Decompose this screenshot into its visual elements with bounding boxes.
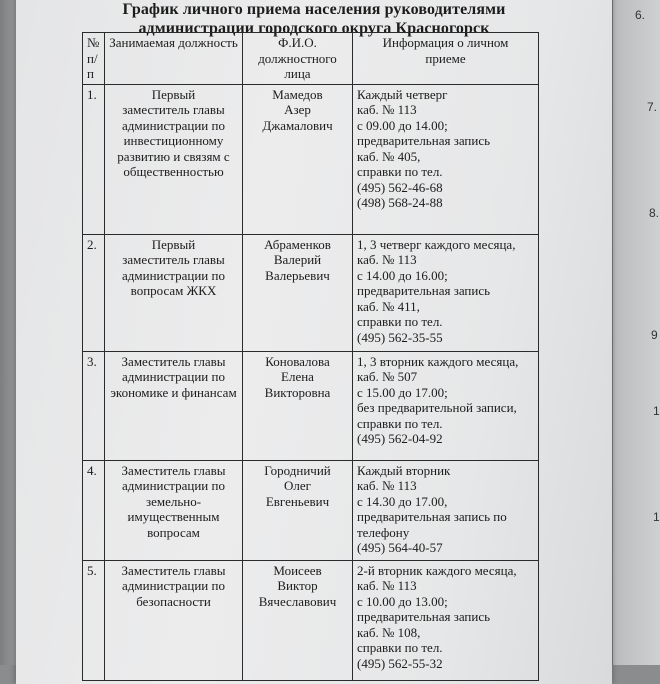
header-name: Ф.И.О. должностного лица	[243, 33, 353, 85]
row-info	[353, 460, 539, 560]
row-position	[105, 84, 243, 234]
row-name-line: Олег	[284, 478, 311, 493]
row-info-line: каб. № 113	[357, 252, 417, 267]
row-name-line: Моисеев	[273, 562, 322, 578]
side-number: 1	[653, 510, 660, 524]
table-row	[83, 84, 539, 234]
row-info-line: 2-й вторник каждого месяца,	[357, 562, 517, 578]
table-row	[83, 351, 539, 460]
header-position: Занимаемая должность	[105, 33, 243, 85]
row-position-line: администрации по	[122, 369, 225, 384]
row-info-line: предварительная запись по	[357, 509, 507, 524]
row-name-line: Мамедов	[272, 86, 323, 102]
row-name-line: Евгеньевич	[265, 493, 330, 509]
schedule-sheet	[16, 0, 612, 684]
row-info-line: без предварительной записи,	[357, 400, 517, 415]
row-number: 4.	[83, 460, 105, 560]
side-number: 6.	[635, 8, 646, 22]
row-info-line: с 14.30 до 17.00,	[357, 493, 448, 509]
row-info-line: Каждый вторник	[357, 462, 451, 478]
header-num: № п/ п	[83, 33, 105, 85]
row-number: 5.	[83, 560, 105, 680]
row-position-line: администрации по	[122, 578, 225, 593]
row-number: 2.	[83, 234, 105, 351]
row-name-line: Городничий	[264, 462, 331, 478]
row-name	[243, 84, 353, 234]
row-info-line: каб. № 113	[357, 578, 417, 593]
row-name-line: Вячеславович	[258, 593, 337, 609]
row-info	[353, 351, 539, 460]
row-info-line: (495) 562-35-55	[357, 329, 443, 345]
row-number: 3.	[83, 351, 105, 460]
row-info-line: справки по тел.	[357, 640, 443, 655]
row-info-line: каб. № 507	[357, 369, 418, 384]
row-position-line: Заместитель главы	[121, 562, 226, 578]
schedule-table	[82, 32, 539, 681]
row-name-line: Коновалова	[265, 353, 330, 369]
row-position-line: инвестиционному	[123, 133, 224, 148]
row-position-line: земельно-	[145, 493, 202, 509]
row-info-line: справки по тел.	[357, 314, 443, 329]
row-info-line: (495) 562-04-92	[357, 431, 443, 446]
row-position-line: развитию и связям с	[117, 148, 230, 164]
row-info-line: каб. № 405,	[357, 148, 421, 164]
row-info-line: (498) 568-24-88	[357, 195, 443, 210]
row-position-line: Заместитель главы	[121, 462, 226, 478]
row-name	[243, 234, 353, 351]
row-info-line: каб. № 113	[357, 102, 417, 117]
header-info: Информация о личном приеме	[353, 33, 539, 85]
row-info-line: 1, 3 четверг каждого месяца,	[357, 236, 516, 252]
row-info-line: справки по тел.	[357, 415, 443, 431]
row-info-line: с 10.00 до 13.00;	[357, 593, 448, 609]
row-name-line: Джамалович	[262, 117, 333, 133]
row-info-line: с 15.00 до 17.00;	[357, 384, 448, 400]
side-number: 8.	[649, 206, 660, 220]
row-info-line: справки по тел.	[357, 164, 443, 179]
row-info-line: с 09.00 до 14.00;	[357, 117, 448, 133]
row-info-line: каб. № 411,	[357, 298, 420, 314]
adjacent-sheet-right	[612, 0, 660, 665]
row-info	[353, 84, 539, 234]
row-info	[353, 234, 539, 351]
row-position-line: вопросам	[147, 524, 200, 540]
row-position-line: Первый	[151, 236, 196, 252]
row-info-line: 1, 3 вторник каждого месяца,	[357, 353, 519, 369]
row-name-line: Виктор	[277, 578, 318, 593]
row-position-line: имущественным	[127, 509, 220, 524]
title-line: График личного приема населения руководителями	[122, 1, 506, 18]
row-info-line: предварительная запись	[357, 283, 491, 298]
row-number: 1.	[83, 84, 105, 234]
row-position-line: администрации по	[122, 478, 225, 493]
row-name-line: Абраменков	[264, 236, 331, 252]
side-number: 9	[651, 328, 658, 342]
row-name-line: Валерий	[273, 252, 322, 267]
row-position	[105, 351, 243, 460]
row-position-line: вопросам ЖКХ	[130, 283, 217, 298]
row-name-line: Елена	[281, 369, 314, 384]
row-position-line: заместитель главы	[122, 252, 225, 267]
table-row	[83, 234, 539, 351]
row-name-line: Валерьевич	[265, 267, 330, 283]
table-row	[83, 560, 539, 680]
table-header-row	[83, 33, 539, 85]
row-position-line: администрации по	[122, 267, 225, 283]
row-name	[243, 460, 353, 560]
row-position-line: безопасности	[136, 593, 211, 609]
title-line: администрации городского округа Красногорск	[138, 20, 490, 37]
row-name-line: Викторовна	[264, 384, 331, 400]
row-info-line: Каждый четверг	[357, 86, 448, 102]
row-info-line: каб. № 113	[357, 478, 417, 493]
row-position	[105, 234, 243, 351]
row-position-line: Заместитель главы	[121, 353, 226, 369]
row-position-line: экономике и финансам	[110, 384, 237, 400]
side-number: 1	[653, 404, 660, 418]
side-number: 7.	[647, 100, 658, 114]
row-info-line: (495) 562-55-32	[357, 655, 443, 671]
row-position	[105, 460, 243, 560]
row-name	[243, 351, 353, 460]
row-info-line: предварительная запись	[357, 609, 491, 624]
row-info-line: (495) 564-40-57	[357, 540, 443, 555]
row-info-line: (495) 562-46-68	[357, 179, 443, 195]
row-position-line: общественностью	[123, 164, 224, 179]
row-info	[353, 560, 539, 680]
row-position	[105, 560, 243, 680]
row-info-line: с 14.00 до 16.00;	[357, 267, 448, 283]
row-info-line: телефону	[357, 524, 410, 540]
row-name-line: Азер	[284, 102, 311, 117]
row-position-line: заместитель главы	[122, 102, 225, 117]
table-row	[83, 460, 539, 560]
row-position-line: администрации по	[122, 117, 225, 133]
row-info-line: каб. № 108,	[357, 624, 421, 640]
row-position-line: Первый	[151, 86, 196, 102]
row-name	[243, 560, 353, 680]
row-info-line: предварительная запись	[357, 133, 491, 148]
